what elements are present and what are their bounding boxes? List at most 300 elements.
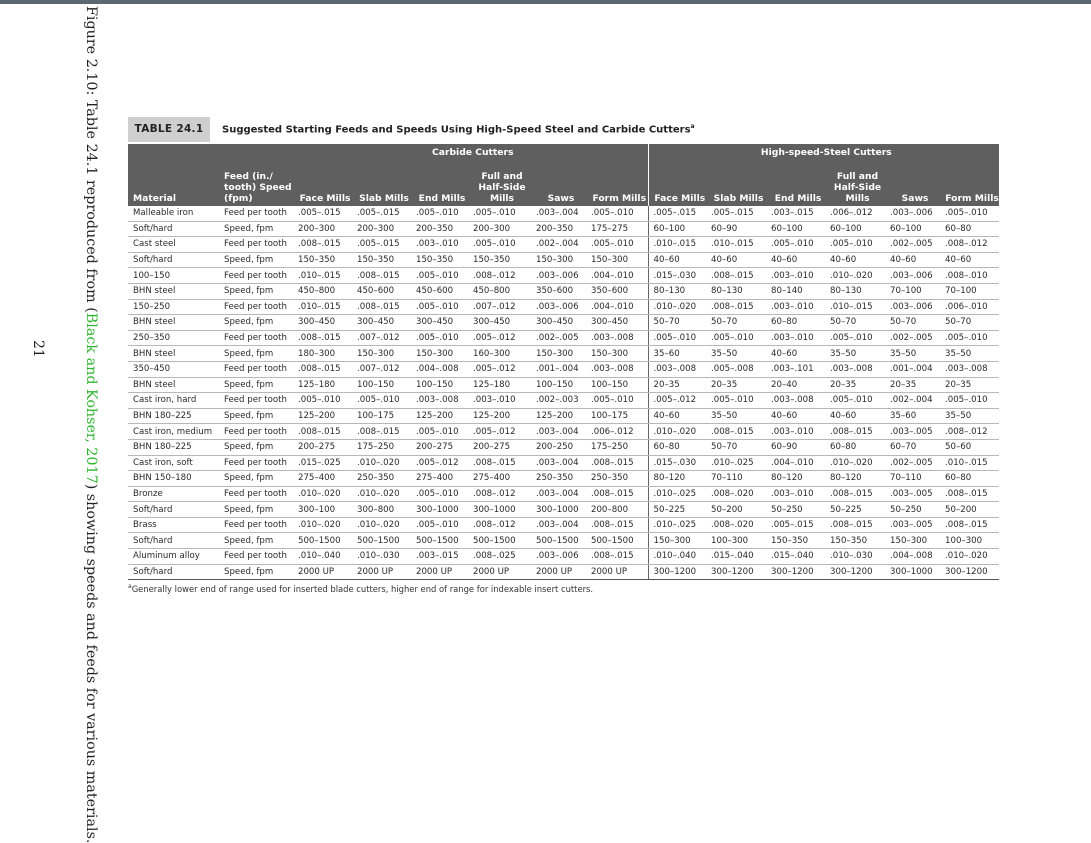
value-cell: .008–.015 xyxy=(352,299,411,315)
parameter-cell: Speed, fpm xyxy=(219,283,293,299)
value-cell: .008–.015 xyxy=(586,455,648,471)
table-row xyxy=(128,455,999,471)
value-cell: 125–200 xyxy=(411,408,468,424)
value-cell: 50–200 xyxy=(940,502,999,518)
footnote-text: Generally lower end of range used for inserted blade cutters, higher end of range for indexable insert cutters. xyxy=(131,583,594,594)
value-cell: .005–.015 xyxy=(706,206,766,221)
table-row xyxy=(128,330,999,346)
value-cell: 100–150 xyxy=(531,377,586,393)
value-cell: .010–.020 xyxy=(648,424,706,440)
value-cell: 500–1500 xyxy=(293,533,352,549)
value-cell: .003–.006 xyxy=(531,549,586,565)
value-cell: 200–275 xyxy=(468,439,531,455)
value-cell: .007–.012 xyxy=(352,361,411,377)
value-cell: 300–1200 xyxy=(766,564,825,580)
value-cell: 125–200 xyxy=(293,408,352,424)
value-cell: 40–60 xyxy=(825,408,885,424)
value-cell: .010–.020 xyxy=(352,517,411,533)
table-row xyxy=(128,252,999,268)
material-cell: BHN 180–225 xyxy=(128,439,219,455)
value-cell: 175–250 xyxy=(352,439,411,455)
parameter-cell: Speed, fpm xyxy=(219,377,293,393)
parameter-cell: Speed, fpm xyxy=(219,408,293,424)
material-cell: BHN steel xyxy=(128,283,219,299)
value-cell: .005–.015 xyxy=(352,237,411,253)
value-cell: .008–.012 xyxy=(940,424,999,440)
value-cell: .008–.015 xyxy=(825,486,885,502)
parameter-cell: Speed, fpm xyxy=(219,346,293,362)
value-cell: 70–100 xyxy=(885,283,940,299)
value-cell: 2000 UP xyxy=(531,564,586,580)
value-cell: .005–.010 xyxy=(706,393,766,409)
value-cell: .005–.010 xyxy=(940,330,999,346)
value-cell: 150–350 xyxy=(411,252,468,268)
value-cell: 200–300 xyxy=(468,221,531,237)
value-cell: .003–.006 xyxy=(885,299,940,315)
value-cell: .010–.020 xyxy=(648,299,706,315)
feeds-speeds-table xyxy=(128,144,999,580)
material-cell: Bronze xyxy=(128,486,219,502)
table-row xyxy=(128,237,999,253)
value-cell: 300–1200 xyxy=(706,564,766,580)
value-cell: .003–.010 xyxy=(411,237,468,253)
parameter-cell: Feed per tooth xyxy=(219,330,293,346)
value-cell: .005–.012 xyxy=(411,455,468,471)
value-cell: 80–130 xyxy=(706,283,766,299)
material-cell: Soft/hard xyxy=(128,564,219,580)
value-cell: 70–110 xyxy=(706,471,766,487)
value-cell: 60–90 xyxy=(766,439,825,455)
value-cell: .008–.010 xyxy=(940,268,999,284)
table-footnote xyxy=(128,583,593,594)
value-cell: 200–350 xyxy=(411,221,468,237)
column-header-row xyxy=(128,160,999,206)
table-row xyxy=(128,315,999,331)
value-cell: 150–300 xyxy=(411,346,468,362)
value-cell: 50–225 xyxy=(825,502,885,518)
value-cell: 50–70 xyxy=(885,315,940,331)
value-cell: .005–.010 xyxy=(648,330,706,346)
value-cell: .003–.010 xyxy=(766,330,825,346)
value-cell: 2000 UP xyxy=(411,564,468,580)
value-cell: .003–.010 xyxy=(766,268,825,284)
value-cell: 35–50 xyxy=(825,346,885,362)
value-cell: .005–.012 xyxy=(468,424,531,440)
value-cell: 450–600 xyxy=(352,283,411,299)
value-cell: 50–70 xyxy=(825,315,885,331)
caption-suffix: ) showing speeds and feeds for various materials. xyxy=(83,483,99,843)
value-cell: .005–.010 xyxy=(352,393,411,409)
value-cell: .002–.005 xyxy=(885,455,940,471)
value-cell: 300–1000 xyxy=(885,564,940,580)
footnote-mark: a xyxy=(128,583,132,590)
value-cell: .008–.015 xyxy=(293,361,352,377)
group-hss: High-speed-Steel Cutters xyxy=(648,144,999,160)
value-cell: .003–.008 xyxy=(586,361,648,377)
value-cell: .008–.015 xyxy=(586,486,648,502)
value-cell: .008–.012 xyxy=(940,237,999,253)
value-cell: .005–.010 xyxy=(411,268,468,284)
value-cell: .003–.005 xyxy=(885,486,940,502)
title-footnote-mark: a xyxy=(690,123,695,130)
table-row xyxy=(128,299,999,315)
parameter-cell: Speed, fpm xyxy=(219,315,293,331)
value-cell: 300–1200 xyxy=(940,564,999,580)
value-cell: 175–250 xyxy=(586,439,648,455)
column-header: Slab Mills xyxy=(706,160,766,206)
value-cell: 300–450 xyxy=(586,315,648,331)
value-cell: 450–800 xyxy=(293,283,352,299)
value-cell: .004–.008 xyxy=(411,361,468,377)
value-cell: .003–.006 xyxy=(885,206,940,221)
material-cell: Soft/hard xyxy=(128,502,219,518)
value-cell: 60–100 xyxy=(885,221,940,237)
table-title xyxy=(222,123,695,135)
value-cell: 450–600 xyxy=(411,283,468,299)
value-cell: .005–.010 xyxy=(825,237,885,253)
material-cell: 100–150 xyxy=(128,268,219,284)
value-cell: .005–.012 xyxy=(468,361,531,377)
value-cell: 50–225 xyxy=(648,502,706,518)
value-cell: 200–250 xyxy=(531,439,586,455)
value-cell: .007–.012 xyxy=(352,330,411,346)
value-cell: 40–60 xyxy=(648,408,706,424)
value-cell: 35–50 xyxy=(885,346,940,362)
value-cell: 450–800 xyxy=(468,283,531,299)
column-header: Saws xyxy=(531,160,586,206)
value-cell: .005–.010 xyxy=(411,424,468,440)
parameter-cell: Feed per tooth xyxy=(219,237,293,253)
top-border xyxy=(0,0,1091,4)
parameter-cell: Speed, fpm xyxy=(219,252,293,268)
value-cell: .003–.004 xyxy=(531,424,586,440)
value-cell: .010–.020 xyxy=(940,549,999,565)
value-cell: .001–.004 xyxy=(885,361,940,377)
value-cell: 150–300 xyxy=(531,252,586,268)
value-cell: 60–100 xyxy=(648,221,706,237)
parameter-cell: Feed per tooth xyxy=(219,549,293,565)
value-cell: .003–.006 xyxy=(885,268,940,284)
value-cell: .003–.008 xyxy=(766,393,825,409)
material-cell: BHN steel xyxy=(128,315,219,331)
parameter-cell: Feed per tooth xyxy=(219,486,293,502)
citation-link[interactable]: Black and Kohser, 2017 xyxy=(83,312,99,484)
value-cell: 300–450 xyxy=(411,315,468,331)
value-cell: .006–.012 xyxy=(825,206,885,221)
value-cell: 50–70 xyxy=(706,439,766,455)
value-cell: .010–.025 xyxy=(706,455,766,471)
parameter-cell: Speed, fpm xyxy=(219,439,293,455)
material-cell: Aluminum alloy xyxy=(128,549,219,565)
value-cell: 80–120 xyxy=(648,471,706,487)
value-cell: .010–.015 xyxy=(648,237,706,253)
value-cell: 35–60 xyxy=(885,408,940,424)
value-cell: .006–.010 xyxy=(940,299,999,315)
value-cell: 50–70 xyxy=(940,315,999,331)
value-cell: .003–.004 xyxy=(531,206,586,221)
value-cell: 150–350 xyxy=(766,533,825,549)
material-cell: Soft/hard xyxy=(128,533,219,549)
value-cell: .005–.010 xyxy=(586,206,648,221)
value-cell: 500–1500 xyxy=(531,533,586,549)
material-cell: Cast iron, medium xyxy=(128,424,219,440)
value-cell: .010–.030 xyxy=(352,549,411,565)
value-cell: .005–.010 xyxy=(586,393,648,409)
parameter-cell: Speed, fpm xyxy=(219,221,293,237)
value-cell: 35–50 xyxy=(940,408,999,424)
value-cell: 150–300 xyxy=(531,346,586,362)
value-cell: .010–.015 xyxy=(293,268,352,284)
value-cell: 200–300 xyxy=(293,221,352,237)
material-cell: 350–450 xyxy=(128,361,219,377)
value-cell: 350–600 xyxy=(531,283,586,299)
value-cell: .008–.025 xyxy=(468,549,531,565)
value-cell: .015–.025 xyxy=(293,455,352,471)
value-cell: 500–1500 xyxy=(352,533,411,549)
column-header: Form Mills xyxy=(940,160,999,206)
value-cell: .008–.015 xyxy=(293,424,352,440)
value-cell: 70–100 xyxy=(940,283,999,299)
value-cell: .003–.010 xyxy=(468,393,531,409)
value-cell: .010–.040 xyxy=(293,549,352,565)
value-cell: .003–.004 xyxy=(531,517,586,533)
value-cell: .006–.012 xyxy=(586,424,648,440)
value-cell: .010–.015 xyxy=(825,299,885,315)
value-cell: 40–60 xyxy=(648,252,706,268)
value-cell: .010–.020 xyxy=(825,455,885,471)
value-cell: .008–.015 xyxy=(940,517,999,533)
value-cell: .015–.030 xyxy=(648,268,706,284)
value-cell: .005–.010 xyxy=(411,330,468,346)
value-cell: 60–100 xyxy=(766,221,825,237)
value-cell: .003–.008 xyxy=(411,393,468,409)
value-cell: .005–.010 xyxy=(940,206,999,221)
value-cell: .008–.015 xyxy=(706,299,766,315)
value-cell: 20–35 xyxy=(825,377,885,393)
table-row xyxy=(128,502,999,518)
value-cell: .001–.004 xyxy=(531,361,586,377)
value-cell: 100–175 xyxy=(352,408,411,424)
value-cell: 40–60 xyxy=(940,252,999,268)
table-row xyxy=(128,283,999,299)
value-cell: .003–.101 xyxy=(766,361,825,377)
value-cell: .004–.010 xyxy=(766,455,825,471)
value-cell: .003–.015 xyxy=(411,549,468,565)
material-cell: BHN 180–225 xyxy=(128,408,219,424)
value-cell: 80–130 xyxy=(648,283,706,299)
value-cell: 125–180 xyxy=(468,377,531,393)
value-cell: 300–1200 xyxy=(825,564,885,580)
table-row xyxy=(128,564,999,580)
table-row xyxy=(128,206,999,221)
value-cell: .003–.006 xyxy=(531,268,586,284)
table-row xyxy=(128,471,999,487)
column-header: Slab Mills xyxy=(352,160,411,206)
material-cell: Cast iron, soft xyxy=(128,455,219,471)
value-cell: 300–450 xyxy=(293,315,352,331)
value-cell: 300–800 xyxy=(352,502,411,518)
value-cell: 35–60 xyxy=(648,346,706,362)
value-cell: .003–.008 xyxy=(586,330,648,346)
material-cell: Cast steel xyxy=(128,237,219,253)
value-cell: 275–400 xyxy=(468,471,531,487)
parameter-cell: Feed per tooth xyxy=(219,206,293,221)
table-row xyxy=(128,549,999,565)
value-cell: .008–.015 xyxy=(586,549,648,565)
value-cell: 60–80 xyxy=(648,439,706,455)
value-cell: .005–.010 xyxy=(293,393,352,409)
value-cell: .008–.015 xyxy=(706,424,766,440)
column-header: Full and Half-Side Mills xyxy=(468,160,531,206)
table-row xyxy=(128,408,999,424)
value-cell: 180–300 xyxy=(293,346,352,362)
value-cell: .010–.015 xyxy=(940,455,999,471)
value-cell: 20–35 xyxy=(940,377,999,393)
value-cell: 60–100 xyxy=(825,221,885,237)
value-cell: 40–60 xyxy=(766,346,825,362)
table-row xyxy=(128,268,999,284)
value-cell: .005–.010 xyxy=(940,393,999,409)
value-cell: .003–.010 xyxy=(766,299,825,315)
value-cell: .003–.015 xyxy=(766,206,825,221)
value-cell: 40–60 xyxy=(825,252,885,268)
value-cell: 2000 UP xyxy=(586,564,648,580)
column-header: Saws xyxy=(885,160,940,206)
value-cell: 60–70 xyxy=(885,439,940,455)
value-cell: .010–.025 xyxy=(648,517,706,533)
value-cell: 150–300 xyxy=(885,533,940,549)
value-cell: 300–450 xyxy=(352,315,411,331)
material-cell: Soft/hard xyxy=(128,221,219,237)
value-cell: 50–70 xyxy=(706,315,766,331)
value-cell: .005–.010 xyxy=(468,206,531,221)
group-header-row xyxy=(128,144,999,160)
table-title-text: Suggested Starting Feeds and Speeds Using High-Speed Steel and Carbide Cutters xyxy=(222,124,691,136)
column-header: End Mills xyxy=(411,160,468,206)
value-cell: .010–.015 xyxy=(293,299,352,315)
figure-caption xyxy=(67,6,99,843)
value-cell: 200–275 xyxy=(411,439,468,455)
value-cell: .002–.004 xyxy=(885,393,940,409)
value-cell: 150–300 xyxy=(352,346,411,362)
value-cell: .005–.010 xyxy=(766,237,825,253)
table-row xyxy=(128,424,999,440)
value-cell: 50–250 xyxy=(885,502,940,518)
value-cell: .005–.010 xyxy=(825,393,885,409)
value-cell: .003–.008 xyxy=(825,361,885,377)
parameter-cell: Speed, fpm xyxy=(219,564,293,580)
value-cell: 160–300 xyxy=(468,346,531,362)
table-row xyxy=(128,377,999,393)
value-cell: .008–.015 xyxy=(825,517,885,533)
column-header: Form Mills xyxy=(586,160,648,206)
value-cell: 40–60 xyxy=(706,252,766,268)
column-header: Material xyxy=(128,160,219,206)
value-cell: .008–.015 xyxy=(352,268,411,284)
value-cell: 125–200 xyxy=(468,408,531,424)
value-cell: .015–.040 xyxy=(706,549,766,565)
value-cell: 300–450 xyxy=(468,315,531,331)
table-row xyxy=(128,439,999,455)
value-cell: 175–275 xyxy=(586,221,648,237)
value-cell: 250–350 xyxy=(586,471,648,487)
table-row xyxy=(128,517,999,533)
value-cell: .005–.015 xyxy=(766,517,825,533)
parameter-cell: Feed per tooth xyxy=(219,455,293,471)
value-cell: .005–.015 xyxy=(293,206,352,221)
parameter-cell: Feed per tooth xyxy=(219,299,293,315)
value-cell: .002–.004 xyxy=(531,237,586,253)
value-cell: 100–150 xyxy=(586,377,648,393)
value-cell: .005–.010 xyxy=(411,206,468,221)
page-number: 21 xyxy=(30,340,46,358)
value-cell: .010–.020 xyxy=(293,517,352,533)
value-cell: 275–400 xyxy=(293,471,352,487)
material-cell: BHN 150–180 xyxy=(128,471,219,487)
value-cell: 100–150 xyxy=(352,377,411,393)
value-cell: .004–.008 xyxy=(885,549,940,565)
material-cell: 250–350 xyxy=(128,330,219,346)
value-cell: 150–350 xyxy=(468,252,531,268)
column-header: Full and Half-Side Mills xyxy=(825,160,885,206)
value-cell: .010–.020 xyxy=(352,455,411,471)
value-cell: .005–.012 xyxy=(468,330,531,346)
value-cell: 35–50 xyxy=(940,346,999,362)
parameter-cell: Feed per tooth xyxy=(219,268,293,284)
parameter-cell: Feed per tooth xyxy=(219,361,293,377)
value-cell: 40–60 xyxy=(766,408,825,424)
value-cell: 50–60 xyxy=(940,439,999,455)
material-cell: Soft/hard xyxy=(128,252,219,268)
material-cell: BHN steel xyxy=(128,346,219,362)
value-cell: 80–130 xyxy=(825,283,885,299)
value-cell: .008–.015 xyxy=(706,268,766,284)
value-cell: 300–450 xyxy=(531,315,586,331)
parameter-cell: Feed per tooth xyxy=(219,424,293,440)
value-cell: 100–300 xyxy=(940,533,999,549)
value-cell: .003–.006 xyxy=(531,299,586,315)
table-row xyxy=(128,486,999,502)
caption-prefix: Figure 2.10: Table 24.1 reproduced from ( xyxy=(83,6,99,313)
value-cell: 300–1000 xyxy=(468,502,531,518)
value-cell: .005–.010 xyxy=(411,299,468,315)
value-cell: .005–.015 xyxy=(352,206,411,221)
value-cell: 300–1000 xyxy=(411,502,468,518)
value-cell: .003–.008 xyxy=(940,361,999,377)
value-cell: 35–50 xyxy=(706,408,766,424)
value-cell: .005–.010 xyxy=(706,330,766,346)
value-cell: 500–1500 xyxy=(586,533,648,549)
value-cell: 35–50 xyxy=(706,346,766,362)
value-cell: 150–300 xyxy=(586,252,648,268)
value-cell: 50–250 xyxy=(766,502,825,518)
value-cell: .008–.020 xyxy=(706,517,766,533)
value-cell: .003–.010 xyxy=(766,486,825,502)
value-cell: .008–.015 xyxy=(293,330,352,346)
value-cell: 125–180 xyxy=(293,377,352,393)
value-cell: .003–.008 xyxy=(648,361,706,377)
value-cell: 40–60 xyxy=(885,252,940,268)
value-cell: .005–.010 xyxy=(411,486,468,502)
value-cell: .008–.015 xyxy=(586,517,648,533)
value-cell: 100–150 xyxy=(411,377,468,393)
value-cell: 150–350 xyxy=(825,533,885,549)
value-cell: .003–.010 xyxy=(766,424,825,440)
value-cell: .008–.012 xyxy=(468,517,531,533)
value-cell: .008–.012 xyxy=(468,486,531,502)
value-cell: .003–.004 xyxy=(531,486,586,502)
material-cell: Cast iron, hard xyxy=(128,393,219,409)
